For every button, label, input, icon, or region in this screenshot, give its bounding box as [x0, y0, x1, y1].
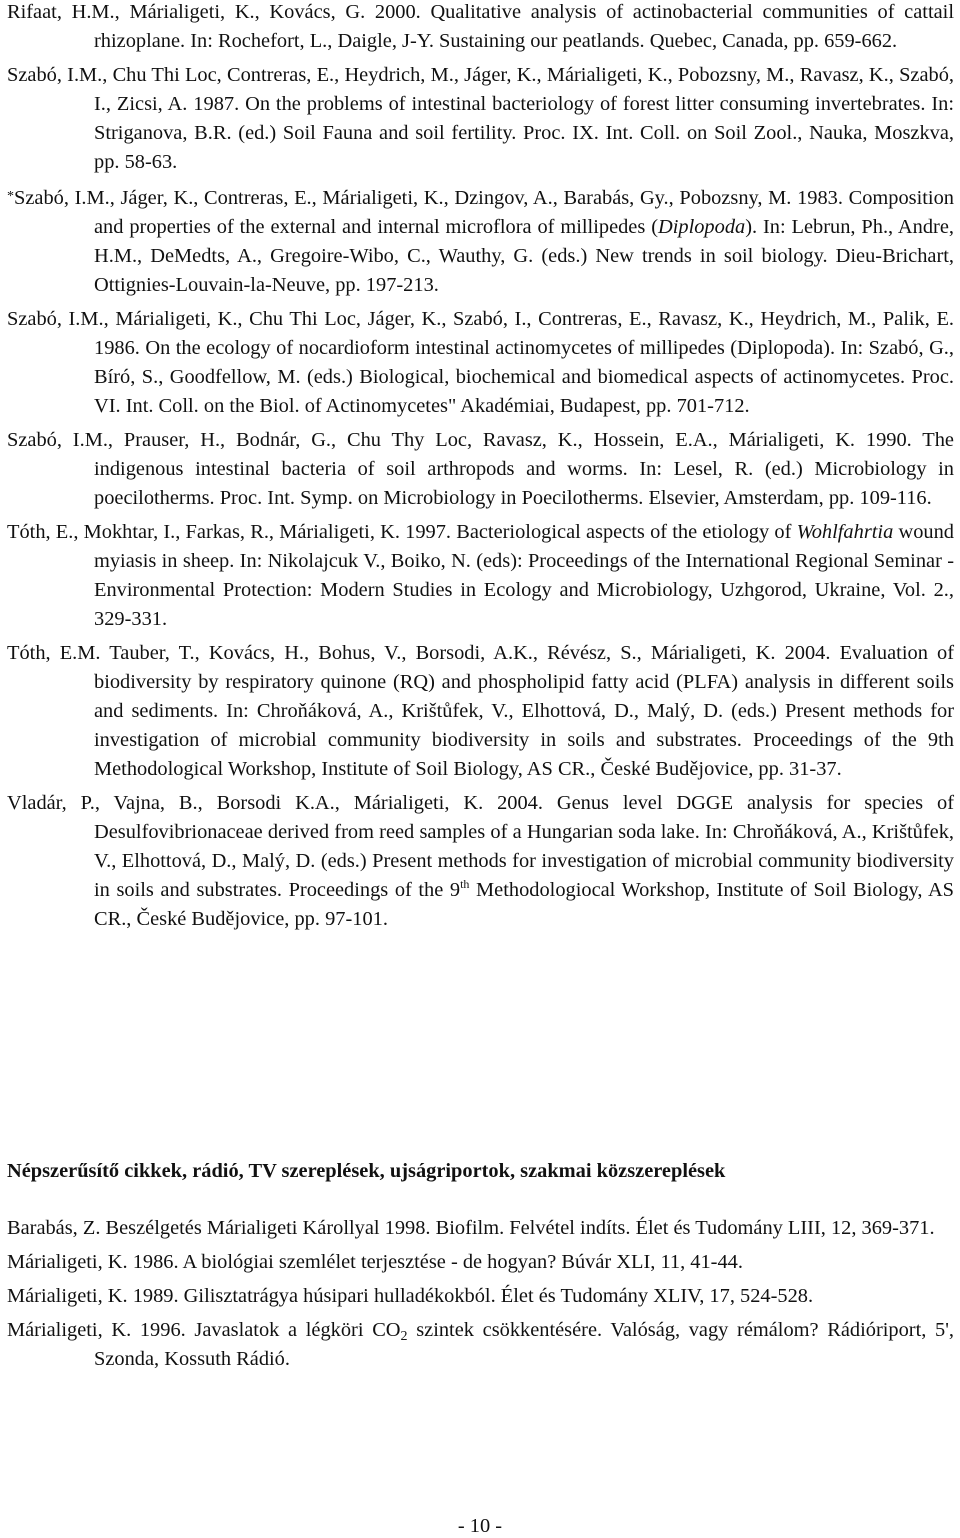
reference-text: szintek csökkentésére. Valóság, vagy rémálom? Rádióriport, 5', Szonda, Kossuth Rádió. — [94, 1319, 954, 1370]
reference-szabo-1983 — [7, 182, 954, 300]
asterisk-marker: * — [7, 189, 14, 204]
reference-list-popular — [7, 1214, 954, 1379]
reference-text: Vladár, P., Vajna, B., Borsodi K.A., Márialigeti, K. 2004. Genus level DGGE analysis for species of Desulfovibrionaceae derived from reed samples of a Hungarian soda lake. In: Chroňáková, A., Krištůfek, V., Elhottová, D., Malý, D. (eds.) Present methods for investigation of microbial community biodiversity in soils and substrates. Proceedings of the 9 — [7, 792, 954, 901]
reference-text: Szabó, I.M., Jáger, K., Contreras, E., Márialigeti, K., Dzingov, A., Barabás, Gy., Pobozsny, M. 1983. Composition and properties of the external and internal microflora of millipedes ( — [14, 187, 954, 238]
superscript-ordinal: th — [460, 877, 470, 891]
reference-list-scientific — [7, 0, 954, 939]
reference-text: Methodologiocal Workshop, Institute of Soil Biology, AS CR., České Budějovice, pp. 97-101. — [94, 879, 955, 930]
reference-text: Márialigeti, K. 1989. Gilisztatrágya húsipari hulladékokból. Élet és Tudomány XLIV, 17, 524-528. — [7, 1285, 814, 1307]
reference-rifaat-2000 — [7, 0, 954, 56]
reference-text: Tóth, E., Mokhtar, I., Farkas, R., Márialigeti, K. 1997. Bacteriological aspects of the etiology of — [7, 521, 797, 543]
section-heading: Népszerűsítő cikkek, rádió, TV szereplések, ujságriportok, szakmai közszereplések — [7, 1160, 726, 1182]
reference-text: Márialigeti, K. 1996. Javaslatok a légköri CO — [7, 1319, 401, 1341]
reference-text: Barabás, Z. Beszélgetés Márialigeti Károllyal 1998. Biofilm. Felvétel indíts. Élet és Tudomány LIII, 12, 369-371. — [7, 1217, 935, 1239]
reference-barabas-1998 — [7, 1214, 954, 1243]
reference-text: Szabó, I.M., Prauser, H., Bodnár, G., Chu Thy Loc, Ravasz, K., Hossein, E.A., Márialigeti, K. 1990. The indigenous intestinal bacteria of soil arthropods and worms. In: Lesel, R. (ed.) Microbiology in poecilotherms. Proc. Int. Symp. on Microbiology in Poecilotherms. Elsevier, Amsterdam, pp. 109-116. — [7, 429, 954, 509]
reference-marialigeti-1996 — [7, 1316, 954, 1374]
reference-szabo-1990 — [7, 426, 954, 513]
reference-text: Szabó, I.M., Márialigeti, K., Chu Thi Loc, Jáger, K., Szabó, I., Contreras, E., Ravasz, K., Heydrich, M., Palik, E. 1986. On the ecology of nocardioform intestinal actinomycetes of millipedes (Diplopoda). In: Szabó, G., Bíró, S., Goodfellow, M. (eds.) Biological, biochemical and biomedical aspects of actinomycetes. Proc. VI. Int. Coll. on the Biol. of Actinomycetes" Akadémiai, Budapest, pp. 701-712. — [7, 308, 954, 417]
reference-text: wound myiasis in sheep. In: Nikolajcuk V., Boiko, N. (eds): Proceedings of the International Regional Seminar - Environmental Protection: Modern Studies in Ecology and Microbiology, Uzhgorod, Ukraine, Vol. 2., 329-331. — [94, 521, 954, 630]
subscript-index: 2 — [400, 1329, 408, 1344]
reference-taxon-italic: Wohlfahrtia — [796, 521, 894, 543]
reference-text: Szabó, I.M., Chu Thi Loc, Contreras, E., Heydrich, M., Jáger, K., Márialigeti, K., Pobozsny, M., Ravasz, K., Szabó, I., Zicsi, A. 1987. On the problems of intestinal bacteriology of forest litter consuming invertebrates. In: Striganova, B.R. (ed.) Soil Fauna and soil fertility. Proc. IX. Int. Coll. on Soil Zool., Nauka, Moszkva, pp. 58-63. — [7, 64, 954, 173]
reference-text: Márialigeti, K. 1986. A biológiai szemlélet terjesztése - de hogyan? Búvár XLI, 11, 41-44. — [7, 1251, 743, 1273]
reference-szabo-1987 — [7, 61, 954, 177]
reference-marialigeti-1989 — [7, 1282, 954, 1311]
page-number: - 10 - — [457, 1515, 503, 1537]
reference-text: ). In: Lebrun, Ph., Andre, H.M., DeMedts, A., Gregoire-Wibo, C., Wauthy, G. (eds.) New trends in soil biology. Dieu-Brichart, Ottignies-Louvain-la-Neuve, pp. 197-213. — [94, 216, 954, 296]
reference-toth-2004 — [7, 639, 954, 784]
reference-taxon-italic: Diplopoda — [657, 216, 746, 238]
reference-toth-1997 — [7, 518, 954, 634]
reference-text: Rifaat, H.M., Márialigeti, K., Kovács, G. 2000. Qualitative analysis of actinobacterial communities of cattail rhizoplane. In: Rochefort, L., Daigle, J-Y. Sustaining our peatlands. Quebec, Canada, pp. 659-662. — [7, 1, 954, 52]
reference-text: Tóth, E.M. Tauber, T., Kovács, H., Bohus, V., Borsodi, A.K., Révész, S., Márialigeti, K. 2004. Evaluation of biodiversity by respiratory quinone (RQ) and phospholipid fatty acid (PLFA) analysis in different soils and sediments. In: Chroňáková, A., Krištůfek, V., Elhottová, D., Malý, D. (eds.) Present methods for investigation of microbial community biodiversity in soils and substrates. Proceedings of the 9th Methodological Workshop, Institute of Soil Biology, AS CR., České Budějovice, pp. 31-37. — [7, 642, 954, 780]
reference-szabo-1986 — [7, 305, 954, 421]
reference-vladar-2004 — [7, 789, 954, 934]
reference-marialigeti-1986 — [7, 1248, 954, 1277]
